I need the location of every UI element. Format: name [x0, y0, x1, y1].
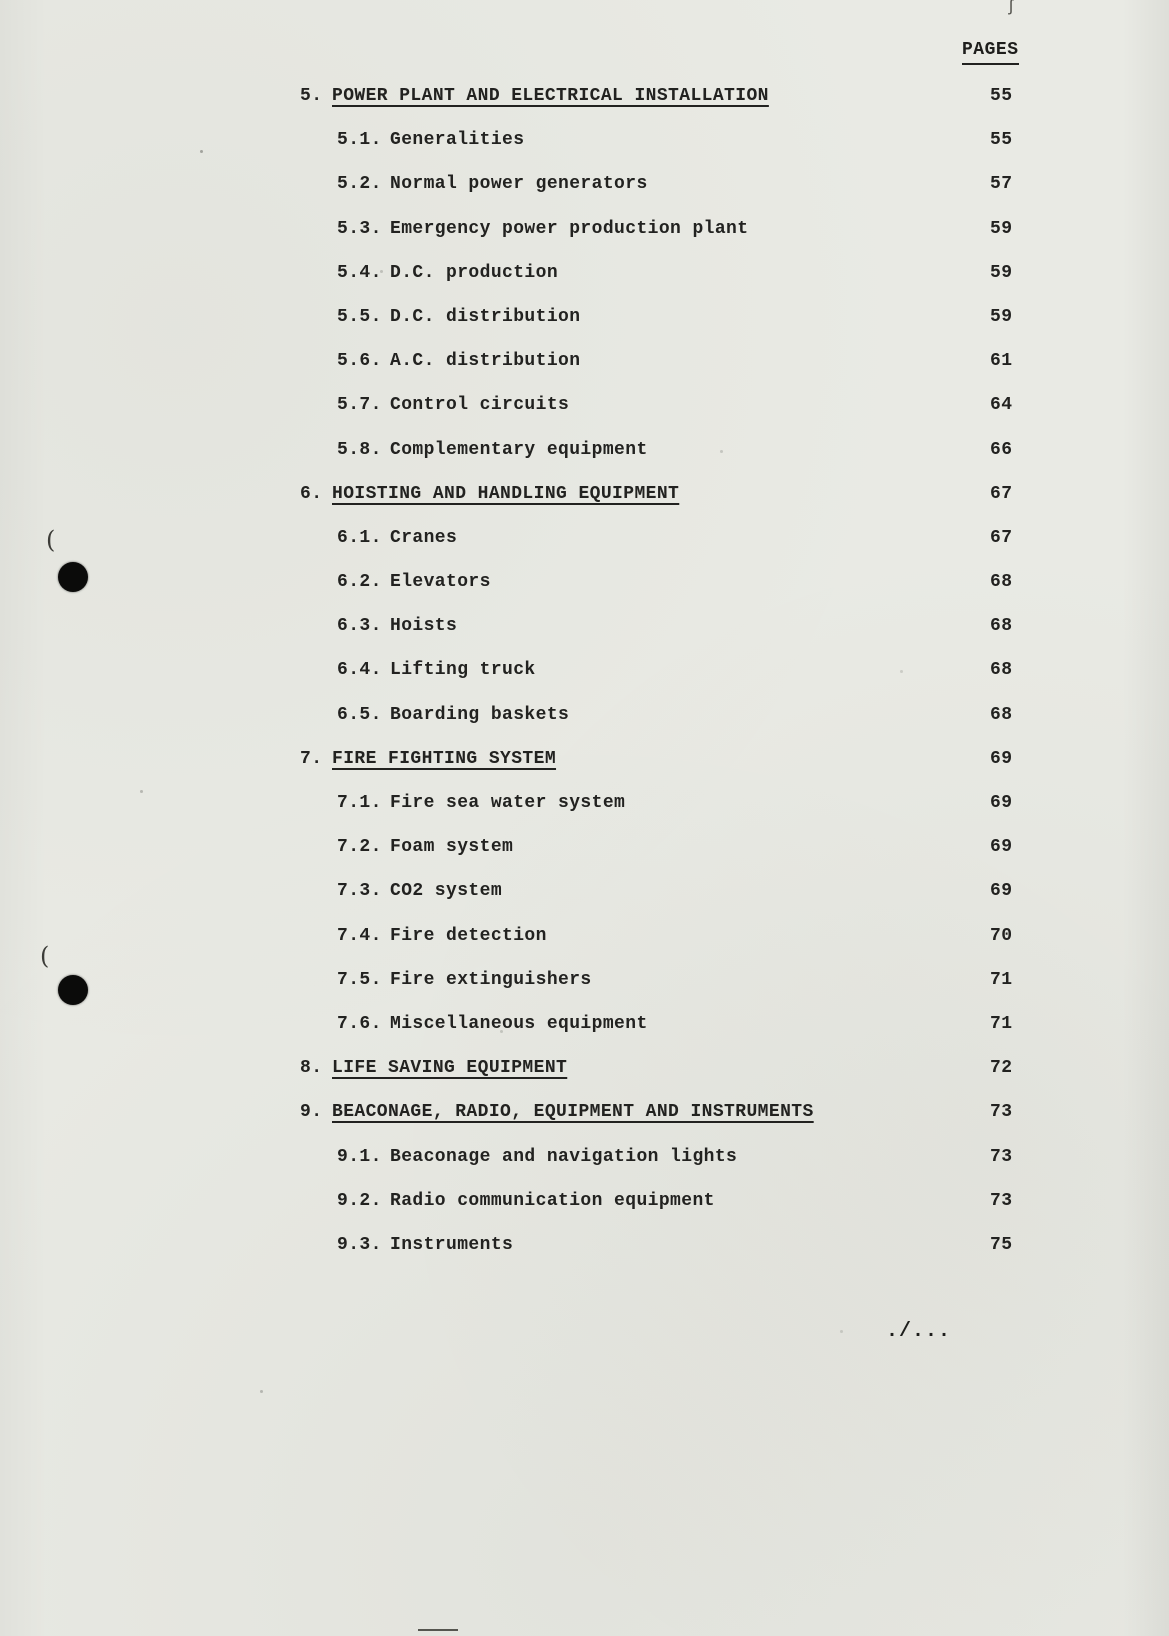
toc-entry-number: 5.2. [337, 174, 382, 195]
toc-entry-page-number: 75 [990, 1234, 1013, 1255]
toc-section-entry [0, 1058, 1169, 1102]
toc-entry-page-number: 64 [990, 395, 1013, 416]
toc-entry-title: Fire extinguishers [390, 969, 592, 990]
toc-entry-number: 6.2. [337, 572, 382, 593]
toc-entry-title: Fire detection [390, 925, 547, 946]
toc-entry-title: Boarding baskets [390, 704, 570, 725]
continuation-mark: ./... [886, 1320, 952, 1343]
toc-sub-entry [0, 1147, 1169, 1191]
toc-entry-number: 5.1. [337, 130, 382, 151]
toc-sub-entry [0, 616, 1169, 660]
toc-entry-title: Miscellaneous equipment [390, 1013, 648, 1034]
toc-sub-entry [0, 926, 1169, 970]
margin-mark-top: ( [46, 526, 56, 554]
toc-sub-entry [0, 837, 1169, 881]
toc-entry-page-number: 55 [990, 130, 1013, 151]
toc-sub-entry [0, 130, 1169, 174]
toc-entry-title: HOISTING AND HANDLING EQUIPMENT [332, 483, 680, 504]
toc-entry-title: Lifting truck [390, 660, 536, 681]
toc-entry-title: Beaconage and navigation lights [390, 1146, 738, 1167]
toc-section-entry [0, 749, 1169, 793]
toc-sub-entry [0, 395, 1169, 439]
toc-entry-title: A.C. distribution [390, 351, 581, 372]
hole-punch-bottom [58, 975, 88, 1005]
toc-sub-entry [0, 970, 1169, 1014]
toc-entry-page-number: 73 [990, 1146, 1013, 1167]
toc-entry-page-number: 70 [990, 925, 1013, 946]
toc-entry-number: 5.4. [337, 262, 382, 283]
toc-entry-number: 6.3. [337, 616, 382, 637]
toc-entry-number: 5.8. [337, 439, 382, 460]
toc-sub-entry [0, 660, 1169, 704]
scan-noise [200, 150, 203, 153]
toc-entry-number: 6.1. [337, 527, 382, 548]
toc-entry-number: 5.6. [337, 351, 382, 372]
toc-entry-title: CO2 system [390, 881, 503, 902]
toc-entry-page-number: 71 [990, 1013, 1013, 1034]
toc-entry-page-number: 61 [990, 351, 1013, 372]
toc-entry-page-number: 66 [990, 439, 1013, 460]
toc-entry-number: 5. [300, 86, 323, 106]
toc-sub-entry [0, 351, 1169, 395]
toc-entry-title: D.C. production [390, 262, 559, 283]
toc-sub-entry [0, 793, 1169, 837]
toc-entry-title: Control circuits [390, 395, 570, 416]
toc-section-entry [0, 86, 1169, 130]
toc-entry-number: 7. [300, 748, 323, 769]
toc-entry-page-number: 69 [990, 881, 1013, 902]
toc-entry-number: 7.1. [337, 793, 382, 813]
toc-sub-entry [0, 174, 1169, 218]
toc-entry-page-number: 68 [990, 572, 1013, 593]
toc-entry-title: LIFE SAVING EQUIPMENT [332, 1058, 568, 1079]
toc-entry-number: 9.2. [337, 1190, 382, 1211]
corner-scan-artifact: ʃ [1006, 0, 1017, 17]
toc-sub-entry [0, 440, 1169, 484]
toc-entry-number: 9.1. [337, 1146, 382, 1167]
toc-entry-page-number: 69 [990, 837, 1013, 858]
toc-entry-title: POWER PLANT AND ELECTRICAL INSTALLATION [332, 86, 769, 106]
toc-sub-entry [0, 705, 1169, 749]
toc-entry-title: Normal power generators [390, 174, 648, 195]
toc-entry-title: Elevators [390, 572, 491, 593]
toc-entry-title: Hoists [390, 616, 458, 637]
toc-entry-page-number: 68 [990, 660, 1013, 681]
toc-entry-number: 7.6. [337, 1013, 382, 1034]
toc-entry-page-number: 57 [990, 174, 1013, 195]
margin-mark-bottom: ( [40, 942, 50, 970]
bottom-edge-artifact [418, 1629, 458, 1631]
toc-entry-title: Complementary equipment [390, 439, 648, 460]
hole-punch-top [58, 562, 88, 592]
toc-entry-title: Fire sea water system [390, 793, 626, 813]
toc-sub-entry [0, 572, 1169, 616]
toc-entry-page-number: 59 [990, 306, 1013, 327]
toc-entry-page-number: 67 [990, 483, 1013, 504]
toc-entry-page-number: 59 [990, 262, 1013, 283]
toc-entry-title: BEACONAGE, RADIO, EQUIPMENT AND INSTRUMENTS [332, 1102, 814, 1123]
toc-entry-title: Cranes [390, 527, 458, 548]
toc-entry-number: 5.5. [337, 306, 382, 327]
toc-entry-number: 7.2. [337, 837, 382, 858]
toc-entry-title: Emergency power production plant [390, 218, 749, 239]
toc-entry-page-number: 68 [990, 616, 1013, 637]
toc-entry-title: Generalities [390, 130, 525, 151]
toc-entry-page-number: 68 [990, 704, 1013, 725]
toc-sub-entry [0, 1191, 1169, 1235]
toc-entry-page-number: 72 [990, 1058, 1013, 1079]
toc-entry-number: 7.3. [337, 881, 382, 902]
toc-entry-number: 6.5. [337, 704, 382, 725]
toc-entry-page-number: 67 [990, 527, 1013, 548]
toc-entry-number: 9. [300, 1102, 323, 1123]
table-of-contents [0, 86, 1169, 1279]
toc-entry-page-number: 73 [990, 1102, 1013, 1123]
toc-entry-page-number: 69 [990, 793, 1013, 813]
toc-sub-entry [0, 528, 1169, 572]
toc-entry-page-number: 59 [990, 218, 1013, 239]
toc-sub-entry [0, 881, 1169, 925]
toc-entry-title: FIRE FIGHTING SYSTEM [332, 748, 557, 769]
toc-entry-number: 9.3. [337, 1234, 382, 1255]
toc-section-entry [0, 484, 1169, 528]
toc-entry-title: Foam system [390, 837, 514, 858]
toc-section-entry [0, 1102, 1169, 1146]
toc-entry-page-number: 73 [990, 1190, 1013, 1211]
toc-entry-number: 6.4. [337, 660, 382, 681]
toc-entry-page-number: 71 [990, 969, 1013, 990]
toc-entry-title: Radio communication equipment [390, 1190, 715, 1211]
toc-entry-page-number: 69 [990, 748, 1013, 769]
toc-entry-number: 7.4. [337, 925, 382, 946]
toc-entry-title: D.C. distribution [390, 306, 581, 327]
pages-column-header: PAGES [962, 40, 1019, 65]
toc-entry-title: Instruments [390, 1234, 514, 1255]
toc-sub-entry [0, 1235, 1169, 1279]
toc-entry-number: 8. [300, 1058, 323, 1079]
toc-entry-number: 7.5. [337, 969, 382, 990]
toc-sub-entry [0, 307, 1169, 351]
toc-entry-number: 6. [300, 483, 323, 504]
toc-entry-number: 5.3. [337, 218, 382, 239]
toc-sub-entry [0, 219, 1169, 263]
toc-entry-number: 5.7. [337, 395, 382, 416]
toc-entry-page-number: 55 [990, 86, 1013, 106]
toc-sub-entry [0, 1014, 1169, 1058]
toc-sub-entry [0, 263, 1169, 307]
